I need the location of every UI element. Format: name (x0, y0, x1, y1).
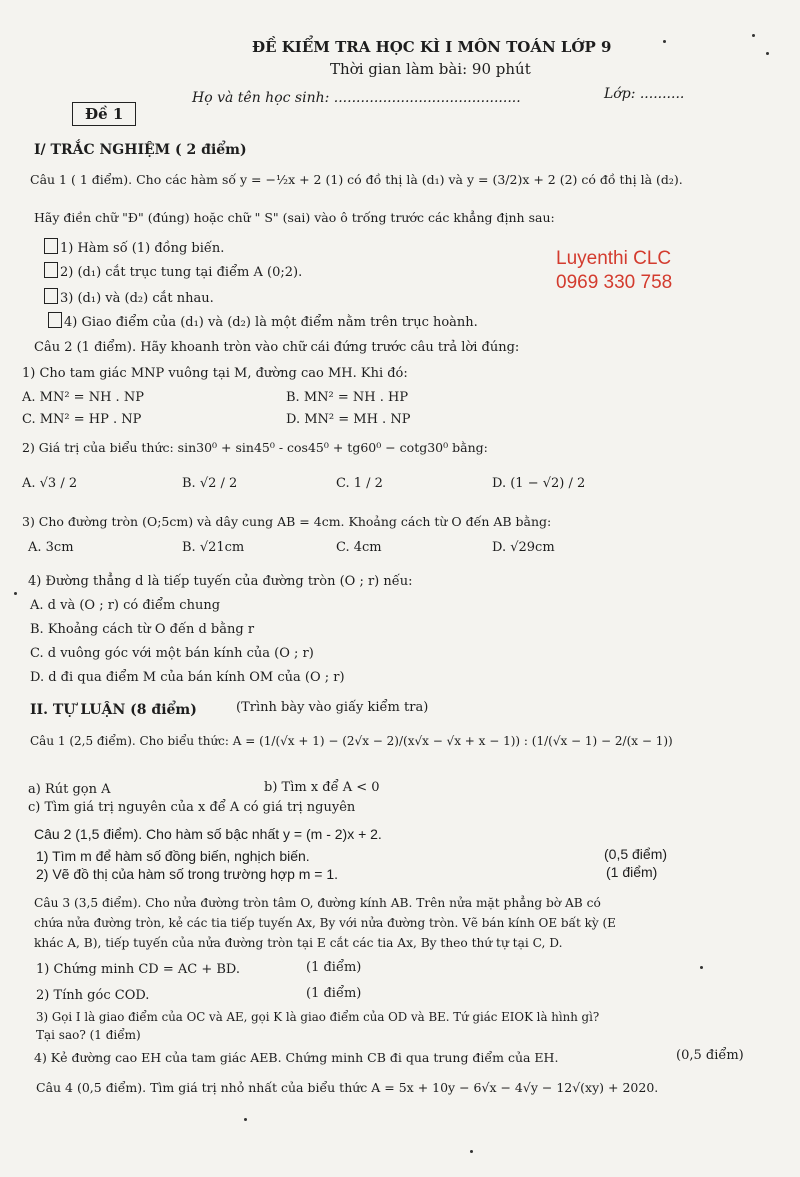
c2-part-2: 2) Vẽ đồ thị của hàm số trong trường hợp m = 1. (36, 866, 339, 882)
watermark-name: Luyenthi CLC (556, 248, 672, 269)
q2-stem: Câu 2 (1 điểm). Hãy khoanh tròn vào chữ cái đứng trước câu trả lời đúng: (34, 340, 520, 355)
q2-s3-option-a: A. 3cm (28, 540, 74, 555)
c3-part-1: 1) Chứng minh CD = AC + BD. (36, 962, 241, 977)
answer-checkbox (44, 262, 58, 278)
q1-item-text: 2) (d₁) cắt trục tung tại điểm A (0;2). (60, 265, 303, 280)
q1-item-1 (44, 238, 224, 256)
watermark-phone: 0969 330 758 (556, 272, 673, 293)
exam-title: ĐỀ KIỂM TRA HỌC KÌ I MÔN TOÁN LỚP 9 (252, 38, 612, 56)
c2-stem: Câu 2 (1,5 điểm). Cho hàm số bậc nhất y = (m - 2)x + 2. (34, 826, 382, 842)
c3-part-3-cont: Tại sao? (1 điểm) (36, 1028, 141, 1042)
q1-item-text: 4) Giao điểm của (d₁) và (d₂) là một điểm nằm trên trục hoành. (64, 315, 478, 330)
scan-speck (752, 34, 755, 37)
q2-s4-option-b: B. Khoảng cách từ O đến d bằng r (30, 622, 255, 637)
q2-s3-text: 3) Cho đường tròn (O;5cm) và dây cung AB = 4cm. Khoảng cách từ O đến AB bằng: (22, 514, 552, 529)
c3-part-1-points: (1 điểm) (306, 960, 362, 975)
scan-speck (14, 592, 17, 595)
q1-instruction: Hãy điền chữ "Đ" (đúng) hoặc chữ " S" (sai) vào ô trống trước các khẳng định sau: (34, 210, 555, 225)
c1-part-a: a) Rút gọn A (28, 782, 111, 797)
c3-line-3: khác A, B), tiếp tuyến của nửa đường tròn tại E cắt các tia Ax, By theo thứ tự tại C, D. (34, 936, 563, 950)
c2-part-1: 1) Tìm m để hàm số đồng biến, nghịch biến. (36, 848, 310, 864)
q2-s4-text: 4) Đường thẳng d là tiếp tuyến của đường tròn (O ; r) nếu: (28, 574, 413, 589)
q1-item-3 (44, 288, 214, 306)
q2-s4-option-a: A. d và (O ; r) có điểm chung (30, 598, 221, 613)
student-name-field: Họ và tên học sinh: .......................................... (192, 90, 521, 106)
q2-s1-option-b: B. MN² = NH . HP (286, 390, 409, 405)
exam-time: Thời gian làm bài: 90 phút (330, 60, 531, 78)
c1-part-c: c) Tìm giá trị nguyên của x để A có giá trị nguyên (28, 800, 356, 815)
part2-heading: II. TỰ LUẬN (8 điểm) (30, 702, 197, 718)
scan-speck (663, 40, 666, 43)
q2-s2-option-b: B. √2 / 2 (182, 476, 238, 491)
q2-s1-option-c: C. MN² = HP . NP (22, 412, 142, 427)
c1-stem: Câu 1 (2,5 điểm). Cho biểu thức: A = (1/(√x + 1) − (2√x − 2)/(x√x − √x + x − 1)) : (1/(√x − 1) − 2/(x − 1)) (30, 734, 673, 748)
q1-item-2 (44, 262, 302, 280)
c3-part-2-points: (1 điểm) (306, 986, 362, 1001)
class-field: Lớp: .......... (604, 86, 685, 102)
q1-item-text: 3) (d₁) và (d₂) cắt nhau. (60, 291, 214, 306)
part1-heading: I/ TRẮC NGHIỆM ( 2 điểm) (34, 142, 247, 158)
q2-s3-option-d: D. √29cm (492, 540, 555, 555)
q1-item-4 (48, 312, 478, 330)
c3-line-2: chứa nửa đường tròn, kẻ các tia tiếp tuyến Ax, By với nửa đường tròn. Vẽ bán kính OE bất kỳ (E (34, 916, 616, 930)
scan-speck (700, 966, 703, 969)
exam-code-box: Đề 1 (72, 102, 136, 126)
q2-s4-option-c: C. d vuông góc với một bán kính của (O ; r) (30, 646, 314, 661)
answer-checkbox (48, 312, 62, 328)
c1-part-b: b) Tìm x để A < 0 (264, 780, 380, 795)
q2-s1-option-a: A. MN² = NH . NP (22, 390, 144, 405)
q2-s2-text: 2) Giá trị của biểu thức: sin30⁰ + sin45⁰ - cos45⁰ + tg60⁰ − cotg30⁰ bằng: (22, 440, 488, 455)
q2-s2-option-a: A. √3 / 2 (22, 476, 78, 491)
c3-part-4: 4) Kẻ đường cao EH của tam giác AEB. Chứng minh CB đi qua trung điểm của EH. (34, 1050, 559, 1065)
scan-speck (470, 1150, 473, 1153)
q2-s3-option-c: C. 4cm (336, 540, 382, 555)
c3-part-4-points: (0,5 điểm) (676, 1048, 744, 1063)
part2-note: (Trình bày vào giấy kiểm tra) (236, 700, 429, 715)
c4-stem: Câu 4 (0,5 điểm). Tìm giá trị nhỏ nhất của biểu thức A = 5x + 10y − 6√x − 4√y − 12√(xy) + 2020. (36, 1080, 659, 1095)
q2-s1-option-d: D. MN² = MH . NP (286, 412, 411, 427)
answer-checkbox (44, 288, 58, 304)
c3-line-1: Câu 3 (3,5 điểm). Cho nửa đường tròn tâm O, đường kính AB. Trên nửa mặt phẳng bờ AB có (34, 896, 601, 910)
scan-speck (766, 52, 769, 55)
c3-part-3: 3) Gọi I là giao điểm của OC và AE, gọi K là giao điểm của OD và BE. Tứ giác EIOK là hình gì? (36, 1010, 600, 1024)
scan-speck (244, 1118, 247, 1121)
c2-part-2-points: (1 điểm) (606, 864, 658, 880)
q2-s2-option-c: C. 1 / 2 (336, 476, 383, 491)
c3-part-2: 2) Tính góc COD. (36, 988, 150, 1003)
q1-item-text: 1) Hàm số (1) đồng biến. (60, 241, 225, 256)
q2-s3-option-b: B. √21cm (182, 540, 245, 555)
q2-s2-option-d: D. (1 − √2) / 2 (492, 476, 586, 491)
c2-part-1-points: (0,5 điểm) (604, 846, 668, 862)
q2-s4-option-d: D. d đi qua điểm M của bán kính OM của (O ; r) (30, 670, 345, 685)
q2-s1-text: 1) Cho tam giác MNP vuông tại M, đường cao MH. Khi đó: (22, 366, 408, 381)
q1-stem: Câu 1 ( 1 điểm). Cho các hàm số y = −½x + 2 (1) có đồ thị là (d₁) và y = (3/2)x + 2 (2) có đồ thị là (d₂). (30, 172, 683, 187)
answer-checkbox (44, 238, 58, 254)
